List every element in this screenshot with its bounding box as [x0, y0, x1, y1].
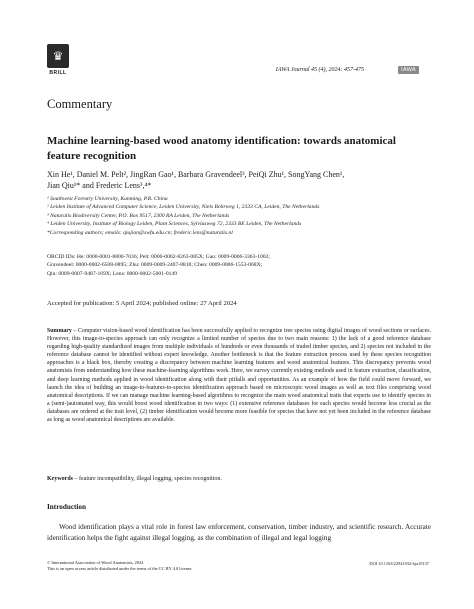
publication-dates: Accepted for publication: 5 April 2024; published online: 27 April 2024: [47, 300, 237, 307]
orcid-line: ORCID IDs: He: 0000-0001-8800-7036; Pelt: 0000-0002-8263-085X; Gao: 0009-0006-3363-1002;: [47, 254, 270, 260]
orcid-line: Gravendeel: 0000-0002-6508-0895; Zhu: 0009-0009-2407-8818; Chen: 0009-0006-1553-068X;: [47, 262, 263, 269]
footer-notes: [47, 560, 327, 572]
affiliations: [47, 195, 432, 237]
section-heading: Commentary: [47, 97, 113, 111]
intro-text: Wood identification plays a vital role in forest law enforcement, conservation, timber industry, and scientific research. Accurate identification helps the fight against illegal logging, as the combination of illegal and legal logging: [47, 523, 431, 542]
keywords-text: – feature incompatibility, illegal logging, species recognition.: [74, 476, 222, 482]
brill-icon: ♛: [47, 44, 69, 68]
doi: DOI 10.1163/22941932-bja10137: [369, 561, 429, 566]
intro-heading: Introduction: [47, 503, 87, 511]
abstract-text: – Computer vision-based wood identification has been successfully applied to recognize tree species using digital images of wood sections or surfaces. However, this image-to-species approach can only recognize a limited number of species due to two main reasons: 1) the lack of a good reference database regarding high-quality standardized images from multiple individuals of hundreds or even thousands of traded timber species, and 2) species not included in the reference database cannot be identified without expert knowledge. Another bottleneck is that the feature extraction process used by these species recognition approaches is a black box, thereby creating a discrepancy between machine learning features and wood anatomical features. This discrepancy prevents wood anatomists from understanding how these machine-learning algorithms work. Here, we survey currently existing methods used in feature extraction, classification, and deep learning methods applied in wood identification along with their pitfalls and opportunities. As an example of how the field could move forward, we launch the idea of building an image-to-features-to-species identification approach based on microscopic wood images as well as text files comprising wood anatomical descriptions. If we can manage machine learning-based algorithms to recognize the main wood anatomical traits that experts use to identify species in a (semi-)automated way, this would boost wood identification in two ways: (1) extensive reference databases for each species would become less crucial as the databases are ordered at the trait level, (2) timber identification would become more feasible for species that have not yet been included in the reference database as long as wood anatomical descriptions are available.: [47, 328, 431, 424]
affiliation: ¹ Southwest Forestry University, Kunming, P.R. China: [47, 196, 168, 202]
orcid-line: Qiu: 0009-0007-9487-169X; Lens: 0000-0002-5001-0149: [47, 270, 178, 277]
publisher-logo: [47, 44, 69, 78]
article-title: Machine learning-based wood anatomy identification: towards anatomical feature recognition: [47, 135, 396, 162]
orcid-ids: [47, 253, 432, 278]
copyright: © International Association of Wood Anatomists, 2024: [47, 560, 144, 565]
authors-line: Jian Qiu¹* and Frederic Lens³,⁴*: [47, 181, 152, 190]
affiliation: ³ Naturalis Biodiversity Center, P.O. Box 9517, 2300 RA Leiden, The Netherlands: [47, 212, 230, 219]
license-note: This is an open access article distributed under the terms of the CC BY 4.0 license.: [47, 566, 193, 571]
authors-line: Xin He¹, Daniel M. Pelt², JingRan Gao¹, Barbara Gravendeel³, PeiQi Zhu¹, SongYang Chen¹,: [47, 170, 345, 179]
keywords: [47, 476, 431, 482]
journal-badge: IAWA: [398, 66, 419, 74]
abstract: [47, 327, 431, 424]
journal-reference: IAWA Journal 45 (4), 2024: 457-475: [275, 67, 364, 73]
affiliation: ⁴ Leiden University, Institute of Biology Leiden, Plant Sciences, Sylviusweg 72, 2333 BE Leiden, The Netherlands: [47, 221, 302, 228]
affiliation: ² Leiden Institute of Advanced Computer Science, Leiden University, Niels Bohrweg 1, 2333 CA, Leiden, The Netherlands: [47, 204, 320, 211]
keywords-label: Keywords: [47, 476, 73, 482]
author-list: [47, 169, 427, 191]
logo-text: BRILL: [49, 70, 67, 76]
intro-paragraph: [47, 522, 431, 543]
abstract-label: Summary: [47, 328, 72, 334]
corresponding-authors: *Corresponding authors; emails: qiujian@swfu.edu.cn; frederic.lens@naturalis.nl: [47, 229, 233, 236]
